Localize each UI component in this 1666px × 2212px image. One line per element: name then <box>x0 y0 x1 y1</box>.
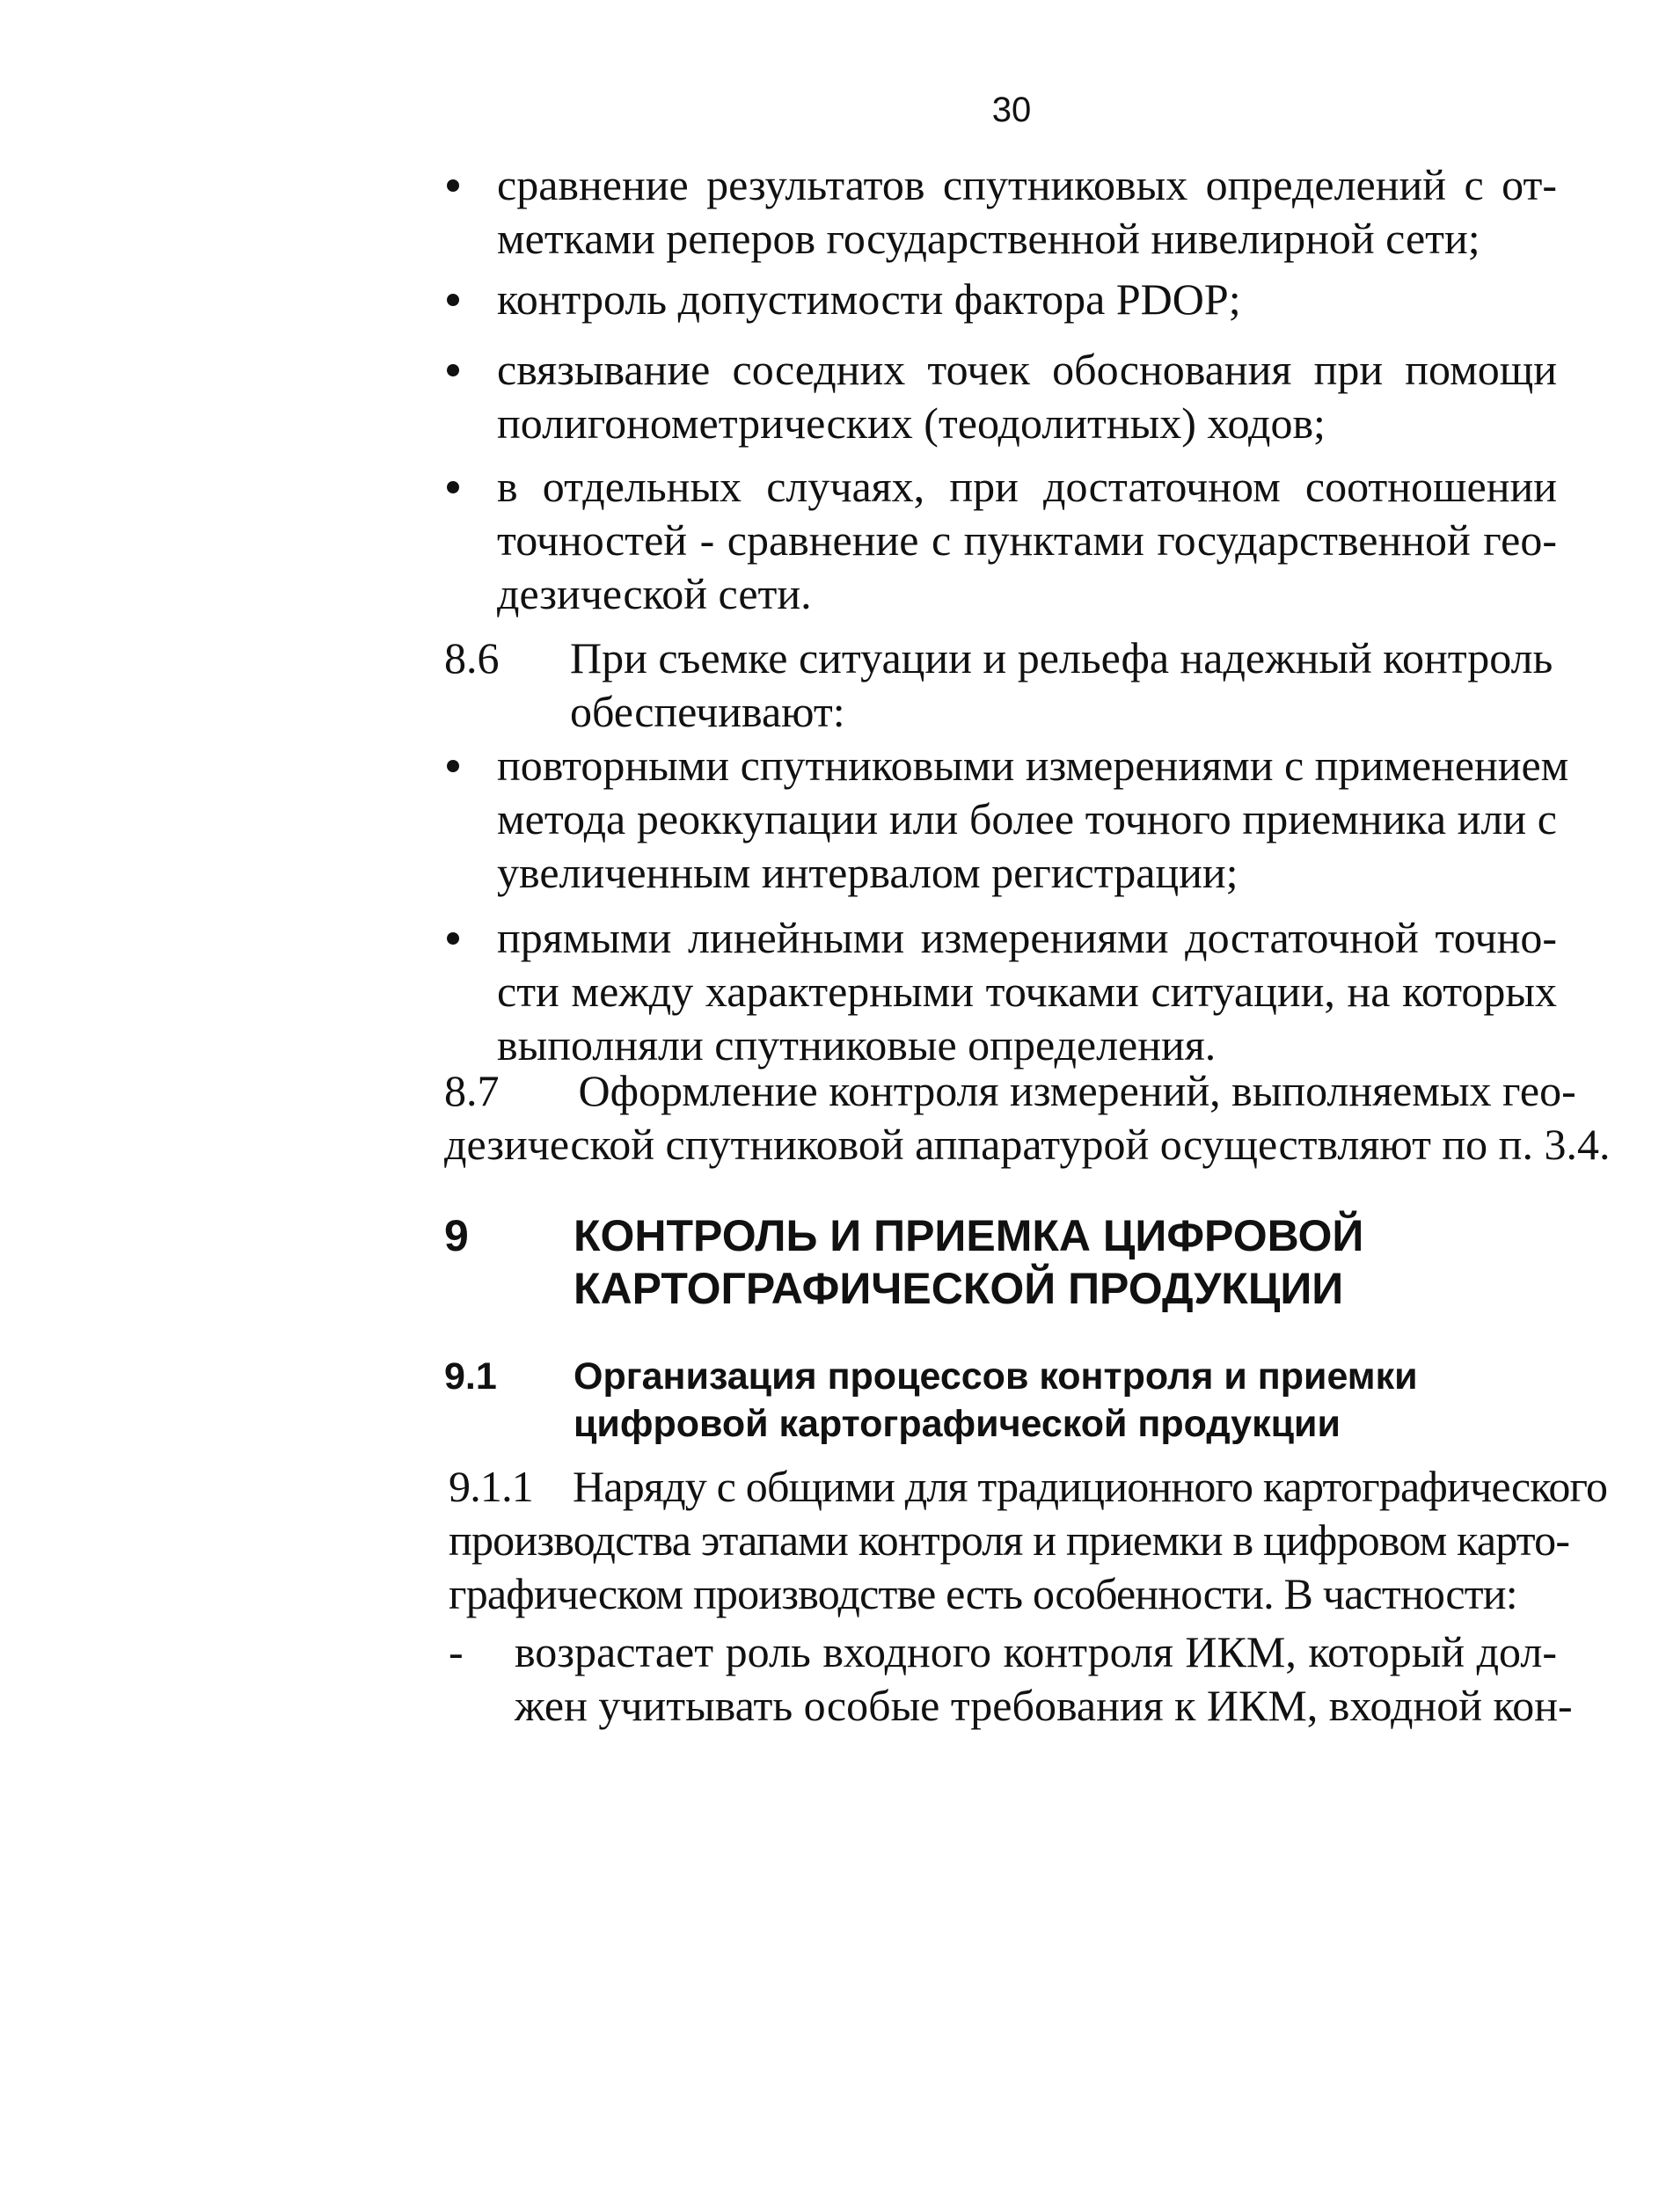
list-item-line: жен учитывать особые требования к ИКМ, входной кон- <box>515 1681 1573 1730</box>
list-item <box>497 343 1557 450</box>
clause-number: 8.6 <box>444 633 500 683</box>
clause-line: При съемке ситуации и рельефа надежный контроль <box>570 633 1553 683</box>
clause-line: обеспечивают: <box>570 687 845 736</box>
section-title-line: цифровой картографической продукции <box>574 1403 1341 1445</box>
section-title-line: Организация процессов контроля и приемки <box>574 1355 1418 1398</box>
list-item-line: в отдельных случаях, при достаточном соотношении <box>497 462 1557 511</box>
bullet-icon <box>447 481 459 493</box>
list-item <box>497 158 1557 266</box>
list-item-line: метками реперов государственной нивелирной сети; <box>497 214 1480 263</box>
clause-line: графическом производстве есть особенности. В частности: <box>449 1569 1517 1618</box>
list-item-line: полигонометрических (теодолитных) ходов; <box>497 398 1326 448</box>
list-item-line: увеличенным интервалом регистрации; <box>497 848 1239 897</box>
bullet-icon <box>447 179 459 192</box>
section-title-line: КОНТРОЛЬ И ПРИЕМКА ЦИФРОВОЙ <box>574 1211 1364 1260</box>
section-title <box>574 1353 1541 1448</box>
page-number: 30 <box>991 91 1032 129</box>
clause-line <box>449 1460 1608 1514</box>
clause-number: 9.1.1 <box>449 1462 534 1511</box>
list-item <box>515 1625 1573 1733</box>
list-item <box>497 273 1557 326</box>
section-title <box>574 1209 1541 1315</box>
section-number: 9.1 <box>444 1355 497 1398</box>
bullet-icon <box>447 932 459 945</box>
clause-text <box>444 1064 1611 1172</box>
list-item-line: прямыми линейными измерениями достаточной точно- <box>497 913 1557 962</box>
section-title-line: КАРТОГРАФИЧЕСКОЙ ПРОДУКЦИИ <box>574 1264 1344 1313</box>
clause-line-text: Оформление контроля измерений, выполняемых гео- <box>578 1066 1576 1115</box>
list-item <box>497 911 1557 1072</box>
list-item-line: сти между характерными точками ситуации, на которых <box>497 967 1557 1016</box>
bullet-icon <box>447 364 459 376</box>
list-item-line: дезической сети. <box>497 569 812 618</box>
clause-line-text: Наряду с общими для традиционного картографического <box>573 1462 1608 1511</box>
section-number: 9 <box>444 1211 469 1260</box>
clause-line <box>444 1064 1576 1118</box>
list-item-line: возрастает роль входного контроля ИКМ, который дол- <box>515 1627 1557 1676</box>
list-item-line: метода реоккупации или более точного приемника или с <box>497 794 1557 843</box>
list-item <box>497 739 1569 900</box>
list-item-line: контроль допустимости фактора PDOP; <box>497 274 1241 324</box>
list-item-line: повторными спутниковыми измерениями с применением <box>497 741 1569 790</box>
list-item <box>497 460 1557 621</box>
bullet-icon <box>447 294 459 306</box>
clause-line: производства этапами контроля и приемки в цифровом карто- <box>449 1515 1570 1565</box>
list-item-line: сравнение результатов спутниковых определений с от- <box>497 160 1557 209</box>
bullet-icon <box>447 760 459 772</box>
dash-marker: - <box>449 1627 464 1676</box>
clause-number: 8.7 <box>444 1066 500 1115</box>
clause-line: дезической спутниковой аппаратурой осуществляют по п. 3.4. <box>444 1120 1611 1169</box>
clause-text <box>449 1460 1608 1621</box>
list-item-line: точностей - сравнение с пунктами государственной гео- <box>497 515 1557 565</box>
list-item-line: связывание соседних точек обоснования при помощи <box>497 345 1557 394</box>
list-item-line: выполняли спутниковые определения. <box>497 1020 1217 1069</box>
clause-text <box>570 631 1553 739</box>
